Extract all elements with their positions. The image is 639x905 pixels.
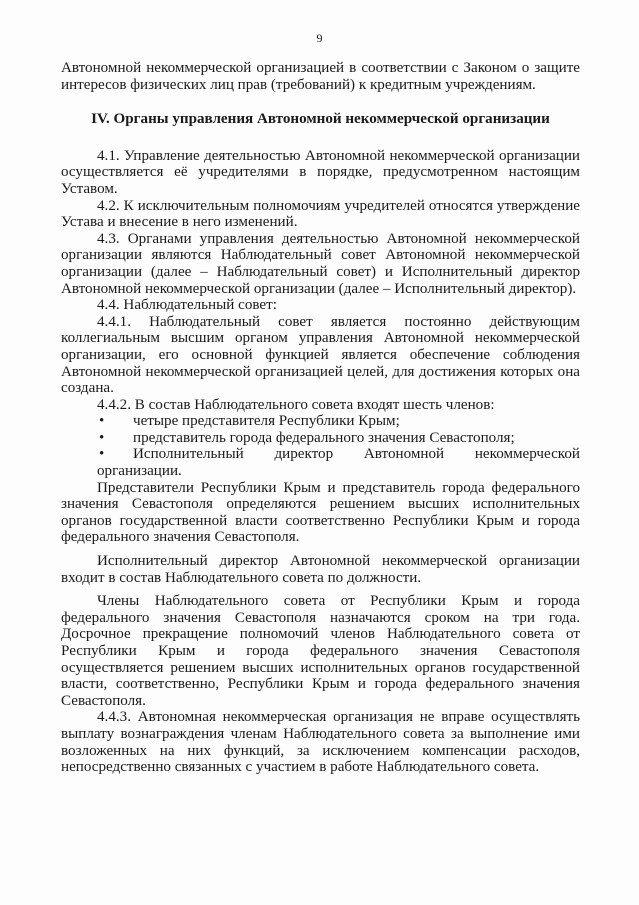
list-item-text: представитель города федерального значения Севастополя; <box>133 429 515 446</box>
paragraph-4-4-1: 4.4.1. Наблюдательный совет является постоянно действующим коллегиальным высшим органом управления Автономной некоммерческой организации, его основной функцией является обеспечение соблюдения Автономной некоммерческой организацией целей, для достижения которых она создана. <box>61 313 580 397</box>
paragraph-4-1: 4.1. Управление деятельностью Автономной некоммерческой организации осуществляется её учредителями в порядке, предусмотренном настоящим Уставом. <box>61 147 580 197</box>
bullet-icon: • <box>99 413 105 430</box>
bullet-icon: • <box>99 429 105 446</box>
members-list <box>61 413 580 479</box>
paragraph-lead: Автономной некоммерческой организацией в соответствии с Законом о защите интересов физических лиц прав (требований) к кредитным учреждениям. <box>61 60 580 93</box>
list-item <box>61 446 580 463</box>
page-number: 9 <box>316 31 323 45</box>
list-item <box>61 413 580 430</box>
paragraph-executive-director: Исполнительный директор Автономной некоммерческой организации входит в состав Наблюдательного совета по должности. <box>61 553 580 586</box>
paragraph-4-2: 4.2. К исключительным полномочиям учредителей относятся утверждение Устава и внесение в него изменений. <box>61 197 580 231</box>
bullet-icon: • <box>99 446 105 463</box>
list-item-text: Исполнительный директор Автономной некоммерческой <box>133 446 580 463</box>
list-item-continuation <box>61 463 580 480</box>
paragraph-members-term: Члены Наблюдательного совета от Республики Крым и города федерального значения Севастополя назначаются сроком на три года. Досрочное прекращение полномочий членов Наблюдательного совета от Республики Крым и города федерального значения Севастополя осуществляется решением высших исполнительных органов государственной власти, соответственно, Республики Крым и города федерального значения Севастополя. <box>61 593 580 709</box>
document-body <box>61 60 580 776</box>
paragraph-representatives: Представители Республики Крым и представитель города федерального значения Севастополя определяются решением высших исполнительных органов государственной власти соответственно Республики Крым и города федерального значения Севастополя. <box>61 479 580 546</box>
paragraph-4-4-3: 4.4.3. Автономная некоммерческая организация не вправе осуществлять выплату вознаграждения членам Наблюдательного совета за выполнение ими возложенных на них функций, за исключением компенсации расходов, непосредственно связанных с участием в работе Наблюдательного совета. <box>61 709 580 776</box>
paragraph-4-4-2: 4.4.2. В состав Наблюдательного совета входят шесть членов: <box>97 396 495 413</box>
list-item-text: четыре представителя Республики Крым; <box>133 413 400 430</box>
list-item <box>61 430 580 447</box>
section-heading: IV. Органы управления Автономной некоммерческой организации <box>91 111 550 128</box>
paragraph-4-3: 4.3. Органами управления деятельностью Автономной некоммерческой организации являются Наблюдательный совет Автономной некоммерческой организации (далее – Наблюдательный совет) и Исполнительный директор Автономной некоммерческой организации (далее – Исполнительный директор). <box>61 230 580 297</box>
list-item-text: организации. <box>97 463 182 480</box>
paragraph-4-4: 4.4. Наблюдательный совет: <box>97 297 277 314</box>
